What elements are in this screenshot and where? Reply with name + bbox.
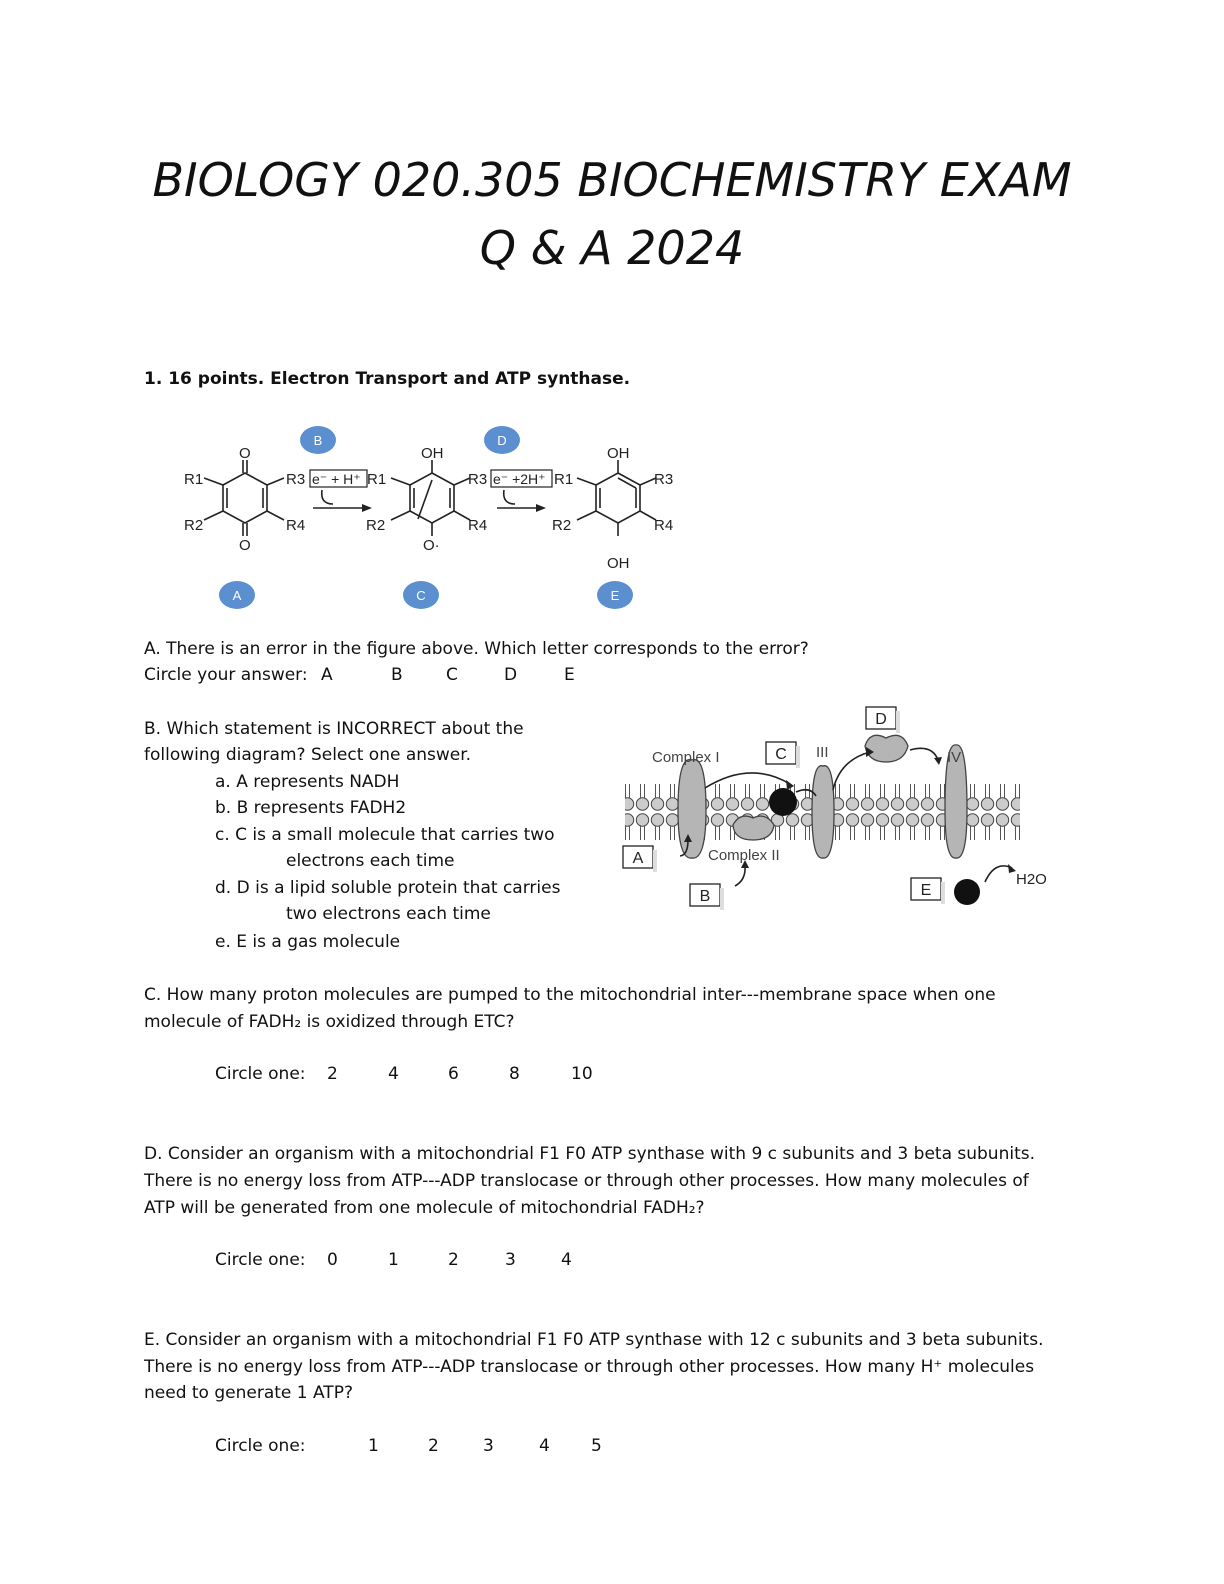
badge-c: C [416, 588, 426, 603]
atom-label-o-top: O [239, 445, 251, 462]
box-e-label: E [920, 882, 932, 899]
badge-b: B [313, 433, 323, 448]
answer-option[interactable]: 5 [591, 1436, 602, 1456]
answer-option[interactable]: 3 [505, 1250, 516, 1270]
atom-label-r3: R3 [468, 471, 488, 488]
answer-option[interactable]: 8 [509, 1064, 520, 1084]
answer-option[interactable]: 1 [368, 1436, 379, 1456]
part-b-question: following diagram? Select one answer. [144, 745, 472, 765]
answer-option[interactable]: B [391, 665, 403, 685]
part-b-choice-d-cont: two electrons each time [286, 904, 491, 924]
atom-label-r2: R2 [552, 517, 572, 534]
answer-option[interactable]: 4 [539, 1436, 550, 1456]
atom-label-o-radical: O· [423, 537, 440, 554]
part-b-question: B. Which statement is INCORRECT about the [144, 719, 524, 739]
badge-a: A [232, 588, 242, 603]
reagent-1-label: e⁻ + H⁺ [312, 471, 361, 487]
atom-label-r3: R3 [286, 471, 306, 488]
part-e-question: need to generate 1 ATP? [144, 1383, 353, 1403]
cytochrome-c-shape [865, 735, 908, 762]
part-d-answer-row [215, 1247, 572, 1274]
answer-option[interactable]: 10 [571, 1064, 593, 1084]
water-label: H2O [1016, 871, 1047, 888]
complex-ii-shape [733, 816, 774, 840]
part-d-prompt: Circle one: [215, 1250, 306, 1270]
answer-option[interactable]: 4 [388, 1064, 399, 1084]
complex-i-label: Complex I [652, 749, 720, 766]
part-d-question: ATP will be generated from one molecule of mitochondrial FADH₂? [144, 1198, 705, 1218]
part-d-question: D. Consider an organism with a mitochondrial F1 F0 ATP synthase with 9 c subunits and 3 beta subunits. [144, 1144, 1036, 1164]
answer-option[interactable]: 2 [428, 1436, 439, 1456]
answer-option[interactable]: E [564, 665, 575, 685]
part-d-question: There is no energy loss from ATP---ADP translocase or through other processes. How many molecules of [144, 1171, 1029, 1191]
page-title-line2: Q & A 2024 [479, 221, 745, 275]
answer-option[interactable]: 4 [561, 1250, 572, 1270]
answer-option[interactable]: 1 [388, 1250, 399, 1270]
ubiquinone-dot [769, 788, 797, 816]
part-a-answer-row [144, 662, 575, 689]
part-b-choice-b[interactable]: b. B represents FADH2 [215, 798, 407, 818]
part-b-choice-e[interactable]: e. E is a gas molecule [215, 932, 401, 952]
box-a-label: A [632, 850, 644, 867]
answer-option[interactable]: C [446, 665, 458, 685]
answer-option[interactable]: A [321, 665, 333, 685]
part-e-answer-row [215, 1433, 602, 1460]
part-e-prompt: Circle one: [215, 1436, 306, 1456]
box-b-label: B [699, 888, 711, 905]
part-b-choice-a[interactable]: a. A represents NADH [215, 772, 400, 792]
part-a-question: A. There is an error in the figure above. Which letter corresponds to the error? [144, 639, 809, 659]
question-heading: 1. 16 points. Electron Transport and ATP synthase. [144, 369, 631, 389]
complex-iii-label: III [816, 744, 829, 761]
part-b-choice-c-cont: electrons each time [286, 851, 455, 871]
badge-d: D [497, 433, 507, 448]
atom-label-r1: R1 [367, 471, 387, 488]
page-title-line1: BIOLOGY 020.305 BIOCHEMISTRY EXAM [152, 153, 1072, 207]
atom-label-r1: R1 [184, 471, 204, 488]
part-b-choice-d[interactable]: d. D is a lipid soluble protein that carries [215, 878, 561, 898]
atom-label-r3: R3 [654, 471, 674, 488]
part-c-answer-row [215, 1061, 593, 1088]
complex-iv-label: IV [947, 749, 962, 766]
part-c-question: molecule of FADH₂ is oxidized through ETC? [144, 1012, 515, 1032]
quinone-reduction-figure [170, 420, 710, 615]
answer-option[interactable]: 2 [448, 1250, 459, 1270]
answer-option[interactable]: 2 [327, 1064, 338, 1084]
complex-ii-label: Complex II [708, 847, 780, 864]
answer-option[interactable]: 0 [327, 1250, 338, 1270]
box-c-label: C [775, 746, 787, 763]
part-b-choice-c[interactable]: c. C is a small molecule that carries two [215, 825, 555, 845]
badge-e: E [610, 588, 620, 603]
atom-label-r4: R4 [468, 517, 488, 534]
atom-label-r4: R4 [286, 517, 306, 534]
part-c-question: C. How many proton molecules are pumped to the mitochondrial inter---membrane space when one [144, 985, 996, 1005]
part-c-prompt: Circle one: [215, 1064, 306, 1084]
answer-option[interactable]: 3 [483, 1436, 494, 1456]
atom-label-o-bottom: O [239, 537, 251, 554]
reagent-2-label: e⁻ +2H⁺ [493, 471, 546, 487]
part-e-question: There is no energy loss from ATP---ADP translocase or through other processes. How many H⁺ molecules [144, 1357, 1035, 1377]
etc-membrane-diagram [620, 700, 1060, 920]
part-e-question: E. Consider an organism with a mitochondrial F1 F0 ATP synthase with 12 c subunits and 3 beta subunits. [144, 1330, 1044, 1350]
answer-option[interactable]: D [504, 665, 518, 685]
atom-label-r4: R4 [654, 517, 674, 534]
complex-iii-shape [812, 766, 834, 858]
atom-label-r2: R2 [366, 517, 386, 534]
atom-label-oh: OH [421, 445, 444, 462]
part-a-prompt: Circle your answer: [144, 665, 308, 685]
atom-label-r1: R1 [554, 471, 574, 488]
complex-i-shape [678, 760, 706, 858]
atom-label-oh: OH [607, 445, 630, 462]
atom-label-oh: OH [607, 555, 630, 572]
box-d-label: D [875, 711, 887, 728]
oxygen-dot [954, 879, 980, 905]
answer-option[interactable]: 6 [448, 1064, 459, 1084]
atom-label-r2: R2 [184, 517, 204, 534]
